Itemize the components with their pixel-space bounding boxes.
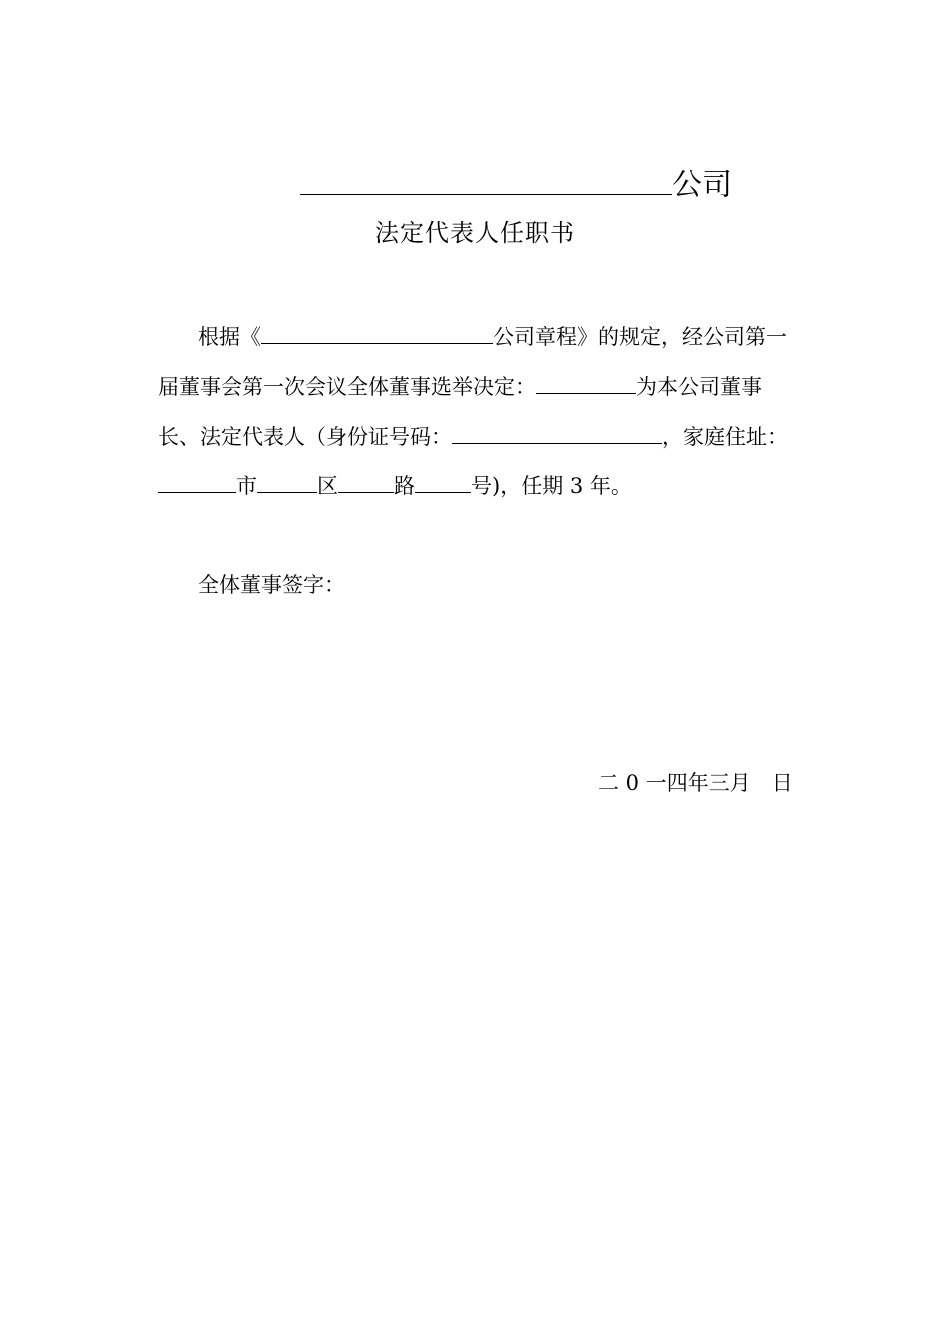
company-suffix: 公司 (672, 167, 732, 203)
document-date: 二 0 一四年三月 日 (598, 771, 793, 795)
company-charter-blank[interactable] (261, 321, 493, 344)
district-blank[interactable] (257, 470, 317, 493)
document-title: 法定代表人任职书 (375, 219, 575, 247)
text-segment: ，家庭住址： (662, 425, 788, 450)
text-segment: 公司章程》的规定，经公司第一 (493, 325, 787, 350)
paragraph-line-3 (158, 421, 788, 452)
number-blank[interactable] (415, 470, 471, 493)
id-number-blank[interactable] (452, 421, 662, 444)
company-name-blank[interactable] (300, 162, 672, 195)
chairman-name-blank[interactable] (536, 371, 636, 394)
city-label: 市 (236, 474, 257, 499)
signature-label: 全体董事签字： (198, 573, 345, 597)
paragraph-line-2 (158, 371, 762, 402)
term-text: 号)，任期 3 年。 (471, 474, 632, 499)
road-blank[interactable] (338, 470, 394, 493)
road-label: 路 (394, 474, 415, 499)
text-segment: 长、法定代表人（身份证号码： (158, 425, 452, 450)
company-name-line (300, 162, 732, 204)
city-blank[interactable] (158, 470, 236, 493)
text-segment: 根据《 (198, 325, 261, 350)
district-label: 区 (317, 474, 338, 499)
paragraph-line-1 (198, 321, 787, 352)
text-segment: 为本公司董事 (636, 375, 762, 400)
paragraph-line-4 (158, 470, 632, 501)
text-segment: 届董事会第一次会议全体董事选举决定： (158, 375, 536, 400)
